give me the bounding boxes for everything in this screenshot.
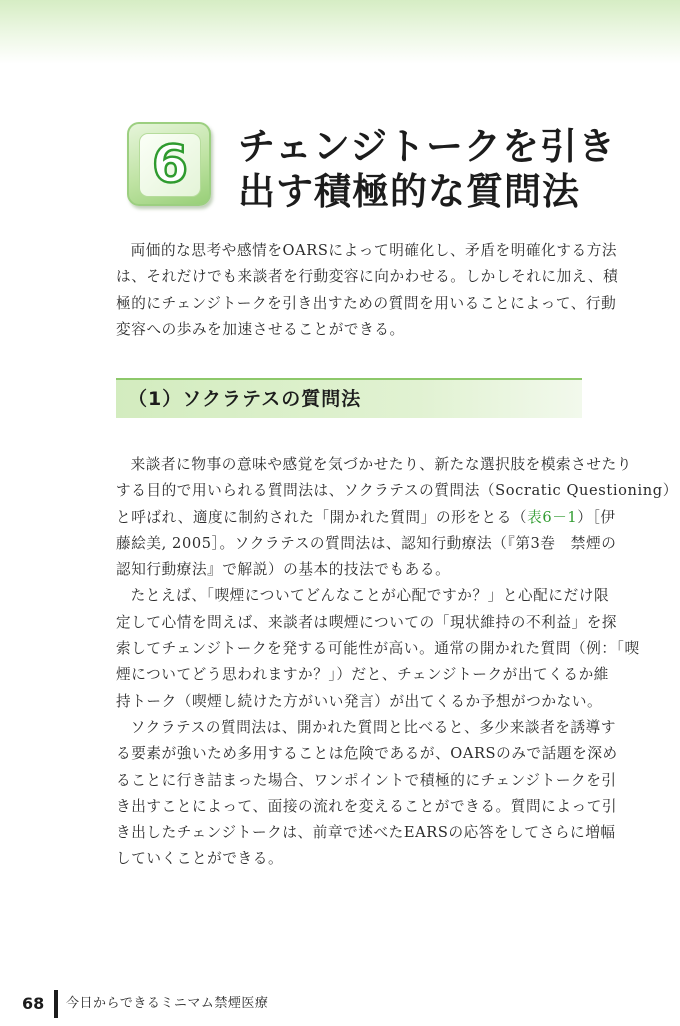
body-line: する目的で用いられる質問法は、ソクラテスの質問法（Socratic Questioning） [116, 482, 678, 500]
body-line: 持トーク（喫煙し続けた方がいい発言）が出てくるか予想がつかない。 [116, 692, 603, 710]
table-reference-link: 表6－1 [527, 508, 578, 526]
chapter-badge [127, 122, 211, 206]
chapter-title-line-1: チェンジトークを引き [238, 125, 616, 168]
body-line: 定して心情を問えば、来談者は喫煙についての「現状維持の不利益」を探 [116, 613, 618, 631]
intro-line: は、それだけでも来談者を行動変容に向かわせる。しかしそれに加え、積 [116, 268, 619, 286]
chapter-number: 6 [151, 135, 189, 195]
body-line: 藤絵美, 2005］。ソクラテスの質問法は、認知行動療法（『第3巻 禁煙の [116, 534, 617, 552]
body-line: き出したチェンジトークは、前章で述べたEARSの応答をしてさらに増幅 [116, 824, 616, 842]
intro-line: 変容への歩みを加速させることができる。 [116, 320, 405, 338]
body-line [116, 505, 616, 531]
section-heading [116, 378, 582, 418]
section-heading-text: （1）ソクラテスの質問法 [128, 388, 362, 410]
body-line: ソクラテスの質問法は、開かれた質問と比べると、多少来談者を誘導す [130, 718, 617, 736]
intro-paragraph [116, 238, 619, 343]
intro-line: 極的にチェンジトークを引き出すための質問を用いることによって、行動 [116, 294, 617, 312]
chapter-title [238, 124, 658, 214]
header-band [0, 0, 680, 64]
book-title: 今日からできるミニマム禁煙医療 [66, 996, 269, 1011]
body-line: 来談者に物事の意味や感覚を気づかせたり、新たな選択肢を模索させたり [130, 456, 632, 473]
body-line: る要素が強いため多用することは危険であるが、OARSのみで話題を深め [116, 745, 618, 763]
body-line: 索してチェンジトークを発する可能性が高い。通常の開かれた質問（例：「喫 [116, 640, 640, 658]
page-number: 68 [22, 994, 45, 1013]
intro-line: 両価的な思考や感情をOARSによって明確化し、矛盾を明確化する方法 [130, 242, 618, 259]
body-line-text: と呼ばれ、適度に制約された「開かれた質問」の形をとる（ [116, 508, 528, 526]
body-line-text: ）［伊 [577, 508, 616, 526]
chapter-badge-inner [139, 133, 201, 197]
body-line: き出すことによって、面接の流れを変えることができる。質問によって引 [116, 797, 618, 815]
body-line: 煙についてどう思われますか？」）だと、チェンジトークが出てくるか維 [116, 666, 610, 684]
body-line: ることに行き詰まった場合、ワンポイントで積極的にチェンジトークを引 [116, 771, 617, 789]
body-line: 認知行動療法』で解説）の基本的技法でもある。 [116, 561, 451, 579]
chapter-title-line-2: 出す積極的な質問法 [238, 170, 580, 213]
body-line: たとえば、「喫煙についてどんなことが心配ですか？」と心配にだけ限 [130, 587, 610, 605]
body-line: していくことができる。 [116, 850, 284, 868]
body-text [116, 452, 678, 873]
footer-divider [54, 990, 58, 1018]
